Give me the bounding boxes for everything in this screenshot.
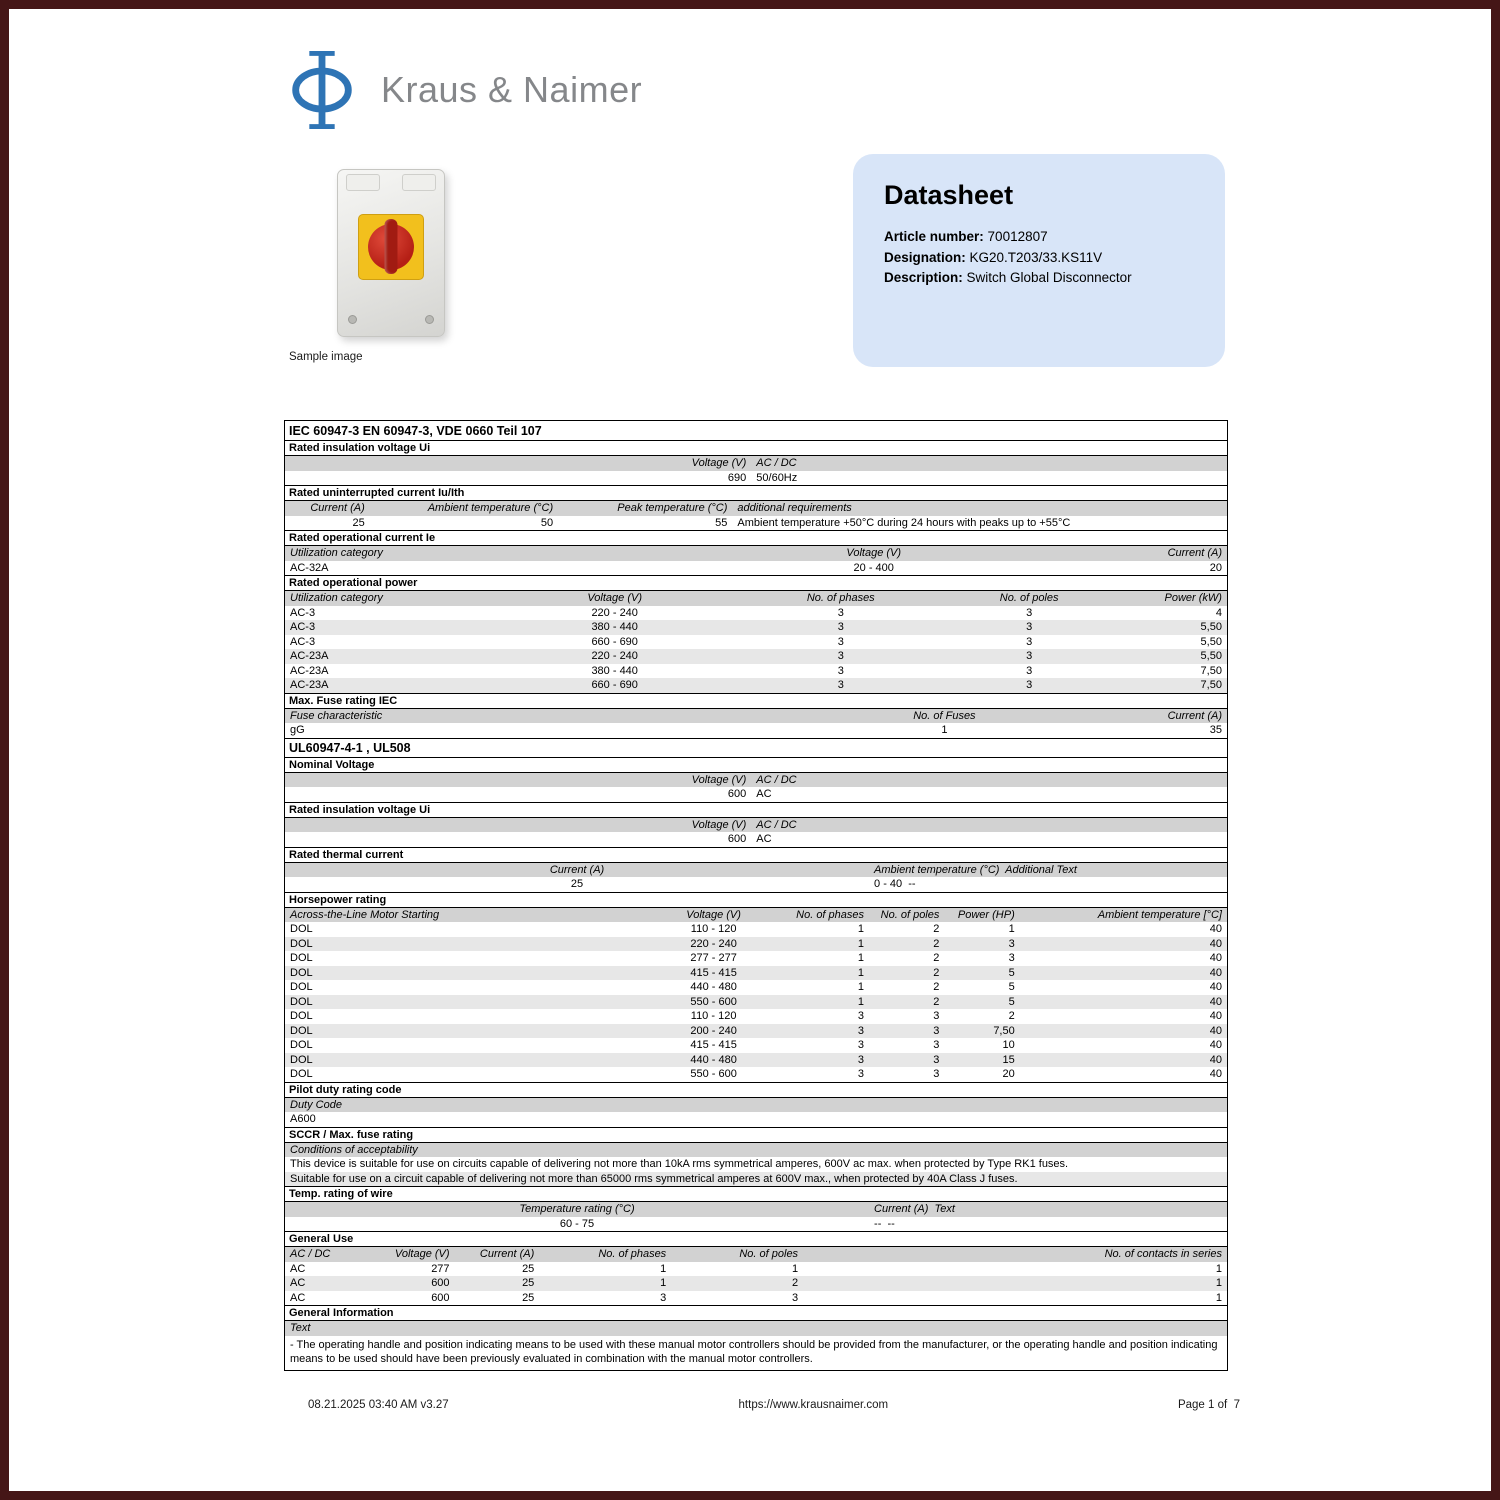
data-cell: 3 xyxy=(857,1024,865,1037)
datasheet-card xyxy=(853,154,1225,367)
table-header-row xyxy=(285,863,1227,878)
data-cell: DOL xyxy=(290,1068,313,1081)
column-header-cell: Voltage (V) xyxy=(394,1248,450,1261)
data-cell: 3 xyxy=(1026,635,1033,648)
article-number-field xyxy=(884,227,1194,248)
data-cell: AC xyxy=(756,788,772,801)
data-cell: 5 xyxy=(1008,995,1015,1008)
spec-table xyxy=(284,420,1228,1371)
data-cell: 20 xyxy=(1002,1068,1015,1081)
table-data-row xyxy=(285,877,1227,892)
data-cell: 1 xyxy=(1215,1291,1222,1304)
table-data-row xyxy=(285,649,1227,664)
data-cell: 690 xyxy=(727,471,747,484)
data-cell: 25 xyxy=(522,1291,535,1304)
table-subsection-title: Rated operational power xyxy=(285,575,1227,591)
table-data-row xyxy=(285,1262,1227,1277)
table-data-row xyxy=(285,1157,1227,1172)
footer xyxy=(284,1399,1240,1411)
table-data-row xyxy=(285,1217,1227,1232)
table-data-row xyxy=(285,1336,1227,1370)
data-cell: AC-23A xyxy=(290,650,329,663)
data-cell: Suitable for use on a circuit capable of delivering not more than 65000 rms symmetrical amperes at 600V max., when protected by 40A Class J fuses. xyxy=(290,1172,1018,1185)
data-cell: 1 xyxy=(857,937,865,950)
data-cell: AC-23A xyxy=(290,664,329,677)
product-screw xyxy=(348,315,357,324)
data-cell: 600 xyxy=(727,788,747,801)
data-cell: 1 xyxy=(660,1262,667,1275)
column-header-cell: Utilization category xyxy=(290,592,383,605)
data-cell: DOL xyxy=(290,1053,313,1066)
data-cell: 440 - 480 xyxy=(690,981,737,994)
data-cell: 2 xyxy=(933,995,940,1008)
data-cell: 3 xyxy=(837,650,844,663)
column-header-cell: AC / DC xyxy=(756,457,797,470)
column-header-cell: Current (A) xyxy=(1167,709,1222,722)
data-cell: 3 xyxy=(857,1068,865,1081)
column-header-cell: Utilization category xyxy=(290,547,383,560)
data-cell: AC xyxy=(290,1277,306,1290)
data-cell: 55 xyxy=(715,516,728,529)
data-cell: 3 xyxy=(857,1039,865,1052)
data-cell: Ambient temperature +50°C during 24 hours with peaks up to +55°C xyxy=(737,516,1071,529)
data-cell: 1 xyxy=(857,995,865,1008)
data-cell: AC xyxy=(290,1262,306,1275)
data-cell: 600 xyxy=(727,833,747,846)
sample-image-caption: Sample image xyxy=(289,351,363,363)
table-data-row xyxy=(285,635,1227,650)
column-header-cell: Across-the-Line Motor Starting xyxy=(290,908,440,921)
column-header-cell: Power (HP) xyxy=(957,908,1015,921)
table-subsection-title: Pilot duty rating code xyxy=(285,1082,1227,1098)
data-cell: 277 - 277 xyxy=(690,952,737,965)
data-cell: 40 xyxy=(1209,1024,1222,1037)
field-label: Description: xyxy=(884,270,963,285)
data-cell: 600 xyxy=(431,1291,450,1304)
table-header-row xyxy=(285,1321,1227,1336)
data-cell: AC-23A xyxy=(290,679,329,692)
description-field xyxy=(884,268,1194,289)
data-cell: DOL xyxy=(290,1010,313,1023)
data-cell: AC xyxy=(290,1291,306,1304)
table-subsection-title: Rated thermal current xyxy=(285,847,1227,863)
column-header-cell: Current (A) xyxy=(549,863,605,876)
field-value: KG20.T203/33.KS11V xyxy=(969,249,1103,265)
data-cell: 7,50 xyxy=(993,1024,1015,1037)
column-header-cell: Ambient temperature [°C] xyxy=(1097,908,1222,921)
data-cell: 3 xyxy=(857,1053,865,1066)
data-cell: 3 xyxy=(837,606,844,619)
table-header-row xyxy=(285,591,1227,606)
table-data-row xyxy=(285,1172,1227,1187)
data-cell: 1 xyxy=(857,923,865,936)
brand-name: Kraus & Naimer xyxy=(381,69,643,110)
data-cell: AC-32A xyxy=(290,561,329,574)
column-header-cell: Current (A) Text xyxy=(874,1203,955,1216)
data-cell: AC-3 xyxy=(290,606,316,619)
table-data-row xyxy=(285,1009,1227,1024)
column-header-cell: Peak temperature (°C) xyxy=(617,502,728,515)
data-cell: 3 xyxy=(837,679,844,692)
data-cell: 380 - 440 xyxy=(591,664,638,677)
product-yellow-plate xyxy=(358,214,424,280)
table-data-row xyxy=(285,1291,1227,1306)
table-header-row xyxy=(285,709,1227,724)
data-cell: 25 xyxy=(352,516,365,529)
data-cell: 415 - 415 xyxy=(690,966,737,979)
data-cell: 3 xyxy=(660,1291,667,1304)
table-data-row xyxy=(285,1112,1227,1127)
data-cell: 40 xyxy=(1209,995,1222,1008)
product-enclosure xyxy=(337,169,445,337)
data-cell: 220 - 240 xyxy=(591,606,638,619)
table-subsection-title: General Use xyxy=(285,1231,1227,1247)
table-section-title: UL60947-4-1 , UL508 xyxy=(285,738,1227,758)
table-data-row xyxy=(285,995,1227,1010)
data-cell: 2 xyxy=(933,981,940,994)
data-cell: 2 xyxy=(933,952,940,965)
table-header-row xyxy=(285,1143,1227,1158)
data-cell: 40 xyxy=(1209,981,1222,994)
brand-logo xyxy=(283,48,642,132)
data-cell: 2 xyxy=(933,966,940,979)
data-cell: 660 - 690 xyxy=(591,679,638,692)
data-cell: 5,50 xyxy=(1200,621,1222,634)
table-header-row xyxy=(285,1247,1227,1262)
column-header-cell: Voltage (V) xyxy=(686,908,741,921)
table-data-row xyxy=(285,471,1227,486)
data-cell: This device is suitable for use on circuits capable of delivering not more than 10kA rms symmetrical amperes, 600V ac max. when protected by Type RK1 fuses. xyxy=(290,1158,1069,1171)
data-cell: AC-3 xyxy=(290,621,316,634)
phi-logo-icon xyxy=(283,48,361,132)
data-cell: 200 - 240 xyxy=(690,1024,737,1037)
table-subsection-title: Rated insulation voltage Ui xyxy=(285,802,1227,818)
field-label: Article number: xyxy=(884,229,984,244)
table-data-row xyxy=(285,966,1227,981)
table-data-row xyxy=(285,606,1227,621)
column-header-cell: additional requirements xyxy=(737,502,852,515)
table-subsection-title: Rated uninterrupted current Iu/Ith xyxy=(285,485,1227,501)
data-cell: 3 xyxy=(857,1010,865,1023)
datasheet-title: Datasheet xyxy=(884,180,1014,210)
data-cell: 40 xyxy=(1209,952,1222,965)
column-header-cell: No. of phases xyxy=(806,592,875,605)
data-cell: 40 xyxy=(1209,966,1222,979)
table-data-row xyxy=(285,1276,1227,1291)
data-cell: 3 xyxy=(837,664,844,677)
column-header-cell: Duty Code xyxy=(290,1098,342,1111)
field-value: 70012807 xyxy=(987,229,1048,244)
column-header-cell: Text xyxy=(290,1322,311,1335)
column-header-cell: Ambient temperature (°C) Additional Text xyxy=(874,863,1077,876)
data-cell: 3 xyxy=(933,1039,940,1052)
table-data-row xyxy=(285,1024,1227,1039)
column-header-cell: AC / DC xyxy=(290,1248,331,1261)
data-cell: -- -- xyxy=(874,1217,895,1230)
data-cell: 3 xyxy=(1026,664,1033,677)
table-data-row xyxy=(285,951,1227,966)
field-label: Designation: xyxy=(884,249,966,265)
product-knob-handle xyxy=(385,219,398,274)
data-cell: 440 - 480 xyxy=(690,1053,737,1066)
table-data-row xyxy=(285,620,1227,635)
column-header-cell: Current (A) xyxy=(1167,547,1222,560)
data-cell: 5 xyxy=(1008,966,1015,979)
table-data-row xyxy=(285,980,1227,995)
table-header-row xyxy=(285,1202,1227,1217)
product-screw xyxy=(425,315,434,324)
data-cell: 7,50 xyxy=(1200,664,1222,677)
table-header-row xyxy=(285,773,1227,788)
data-cell: 2 xyxy=(791,1277,799,1290)
table-subsection-title: Nominal Voltage xyxy=(285,757,1227,773)
table-data-row xyxy=(285,678,1227,693)
data-cell: 1 xyxy=(857,966,865,979)
data-cell: 277 xyxy=(431,1262,450,1275)
column-header-cell: Current (A) xyxy=(310,502,365,515)
column-header-cell: No. of poles xyxy=(999,592,1059,605)
column-header-cell: Current (A) xyxy=(479,1248,535,1261)
table-header-row xyxy=(285,546,1227,561)
data-cell: DOL xyxy=(290,966,313,979)
product-image xyxy=(325,165,457,345)
table-header-row xyxy=(285,456,1227,471)
table-subsection-title: Rated operational current Ie xyxy=(285,530,1227,546)
data-cell: 3 xyxy=(791,1291,799,1304)
data-cell: 7,50 xyxy=(1200,679,1222,692)
data-cell: 1 xyxy=(1215,1277,1222,1290)
data-cell: 5,50 xyxy=(1200,635,1222,648)
data-cell: 600 xyxy=(431,1277,450,1290)
data-cell: 110 - 120 xyxy=(690,1010,737,1023)
data-cell: DOL xyxy=(290,981,313,994)
data-cell: 1 xyxy=(660,1277,667,1290)
data-cell: - The operating handle and position indicating means to be used with these manual motor controllers should be provided from the manufacturer, or the operating handle and position indicating means to be used should have been previously evaluated in combination with the manual motor controllers. xyxy=(290,1338,1221,1366)
column-header-cell: Temperature rating (°C) xyxy=(519,1203,635,1216)
footer-date-version: 08.21.2025 03:40 AM v3.27 xyxy=(308,1399,449,1411)
table-data-row xyxy=(285,516,1227,531)
table-section-title: IEC 60947-3 EN 60947-3, VDE 0660 Teil 107 xyxy=(285,421,1227,441)
data-cell: 40 xyxy=(1209,1039,1222,1052)
data-cell: 5,50 xyxy=(1200,650,1222,663)
product-rotary-knob xyxy=(368,224,414,270)
column-header-cell: AC / DC xyxy=(756,818,797,831)
data-cell: gG xyxy=(290,724,305,737)
table-data-row xyxy=(285,787,1227,802)
data-cell: 20 - 400 xyxy=(853,561,894,574)
data-cell: 40 xyxy=(1209,1010,1222,1023)
table-data-row xyxy=(285,561,1227,576)
column-header-cell: Conditions of acceptability xyxy=(290,1143,418,1156)
data-cell: 3 xyxy=(837,621,844,634)
data-cell: 2 xyxy=(933,923,940,936)
data-cell: 1 xyxy=(941,724,948,737)
data-cell: 25 xyxy=(570,878,584,891)
data-cell: 3 xyxy=(933,1068,940,1081)
table-subsection-title: Max. Fuse rating IEC xyxy=(285,693,1227,709)
field-value: Switch Global Disconnector xyxy=(966,270,1132,285)
data-cell: 3 xyxy=(1026,650,1033,663)
table-data-row xyxy=(285,1038,1227,1053)
data-cell: 40 xyxy=(1209,1068,1222,1081)
table-subsection-title: Horsepower rating xyxy=(285,892,1227,908)
data-cell: 1 xyxy=(857,981,865,994)
column-header-cell: No. of Fuses xyxy=(913,709,976,722)
column-header-cell: Ambient temperature (°C) xyxy=(427,502,554,515)
data-cell: 40 xyxy=(1209,937,1222,950)
designation-field xyxy=(884,248,1194,269)
data-cell: 50 xyxy=(540,516,554,529)
column-header-cell: Voltage (V) xyxy=(691,773,747,786)
product-knockout xyxy=(346,174,380,191)
data-cell: DOL xyxy=(290,1024,313,1037)
data-cell: 550 - 600 xyxy=(690,1068,737,1081)
column-header-cell: Voltage (V) xyxy=(691,457,747,470)
data-cell: 2 xyxy=(933,937,940,950)
column-header-cell: No. of poles xyxy=(739,1248,799,1261)
table-data-row xyxy=(285,723,1227,738)
column-header-cell: No. of phases xyxy=(598,1248,667,1261)
data-cell: 3 xyxy=(1026,679,1033,692)
column-header-cell: Voltage (V) xyxy=(691,818,747,831)
data-cell: 15 xyxy=(1002,1053,1015,1066)
table-data-row xyxy=(285,937,1227,952)
column-header-cell: Voltage (V) xyxy=(587,592,642,605)
data-cell: 1 xyxy=(791,1262,799,1275)
data-cell: 20 xyxy=(1209,561,1222,574)
data-cell: 3 xyxy=(933,1024,940,1037)
footer-page-number: Page 1 of 7 xyxy=(1177,1399,1240,1411)
table-subsection-title: General Information xyxy=(285,1305,1227,1321)
data-cell: DOL xyxy=(290,923,313,936)
data-cell: 25 xyxy=(522,1277,535,1290)
data-cell: 40 xyxy=(1209,923,1222,936)
data-cell: DOL xyxy=(290,952,313,965)
data-cell: 1 xyxy=(857,952,865,965)
data-cell: 50/60Hz xyxy=(756,471,798,484)
column-header-cell: No. of contacts in series xyxy=(1104,1248,1222,1261)
data-cell: 110 - 120 xyxy=(690,923,737,936)
data-cell: 3 xyxy=(1008,937,1015,950)
data-cell: 35 xyxy=(1209,724,1222,737)
column-header-cell: Voltage (V) xyxy=(846,547,902,560)
data-cell: 40 xyxy=(1209,1053,1222,1066)
data-cell: 10 xyxy=(1002,1039,1015,1052)
table-data-row xyxy=(285,1067,1227,1082)
column-header-cell: Power (kW) xyxy=(1164,592,1222,605)
data-cell: 4 xyxy=(1215,606,1222,619)
column-header-cell: No. of poles xyxy=(880,908,940,921)
table-data-row xyxy=(285,832,1227,847)
data-cell: 5 xyxy=(1008,981,1015,994)
data-cell: 2 xyxy=(1008,1010,1015,1023)
data-cell: 60 - 75 xyxy=(559,1217,595,1230)
data-cell: DOL xyxy=(290,937,313,950)
footer-url[interactable]: https://www.krausnaimer.com xyxy=(738,1399,889,1411)
data-cell: 415 - 415 xyxy=(690,1039,737,1052)
data-cell: 660 - 690 xyxy=(591,635,638,648)
table-data-row xyxy=(285,664,1227,679)
table-subsection-title: Temp. rating of wire xyxy=(285,1186,1227,1202)
table-subsection-title: Rated insulation voltage Ui xyxy=(285,440,1227,456)
data-cell: 380 - 440 xyxy=(591,621,638,634)
data-cell: 3 xyxy=(837,635,844,648)
table-data-row xyxy=(285,1053,1227,1068)
data-cell: 3 xyxy=(933,1053,940,1066)
data-cell: 1 xyxy=(1008,923,1015,936)
data-cell: 550 - 600 xyxy=(690,995,737,1008)
data-cell: AC-3 xyxy=(290,635,316,648)
data-cell: 3 xyxy=(1008,952,1015,965)
data-cell: 3 xyxy=(1026,606,1033,619)
table-header-row xyxy=(285,908,1227,923)
data-cell: 3 xyxy=(1026,621,1033,634)
data-cell: AC xyxy=(756,833,772,846)
table-header-row xyxy=(285,1098,1227,1113)
data-cell: A600 xyxy=(290,1113,316,1126)
table-subsection-title: SCCR / Max. fuse rating xyxy=(285,1127,1227,1143)
data-cell: 0 - 40 -- xyxy=(874,878,916,891)
data-cell: DOL xyxy=(290,1039,313,1052)
data-cell: 1 xyxy=(1215,1262,1222,1275)
data-cell: 25 xyxy=(522,1262,535,1275)
data-cell: 220 - 240 xyxy=(690,937,737,950)
table-header-row xyxy=(285,501,1227,516)
product-knockout xyxy=(402,174,436,191)
column-header-cell: No. of phases xyxy=(796,908,865,921)
column-header-cell: AC / DC xyxy=(756,773,797,786)
table-data-row xyxy=(285,922,1227,937)
data-cell: 3 xyxy=(933,1010,940,1023)
data-cell: 220 - 240 xyxy=(591,650,638,663)
table-header-row xyxy=(285,818,1227,833)
data-cell: DOL xyxy=(290,995,313,1008)
column-header-cell: Fuse characteristic xyxy=(290,709,383,722)
